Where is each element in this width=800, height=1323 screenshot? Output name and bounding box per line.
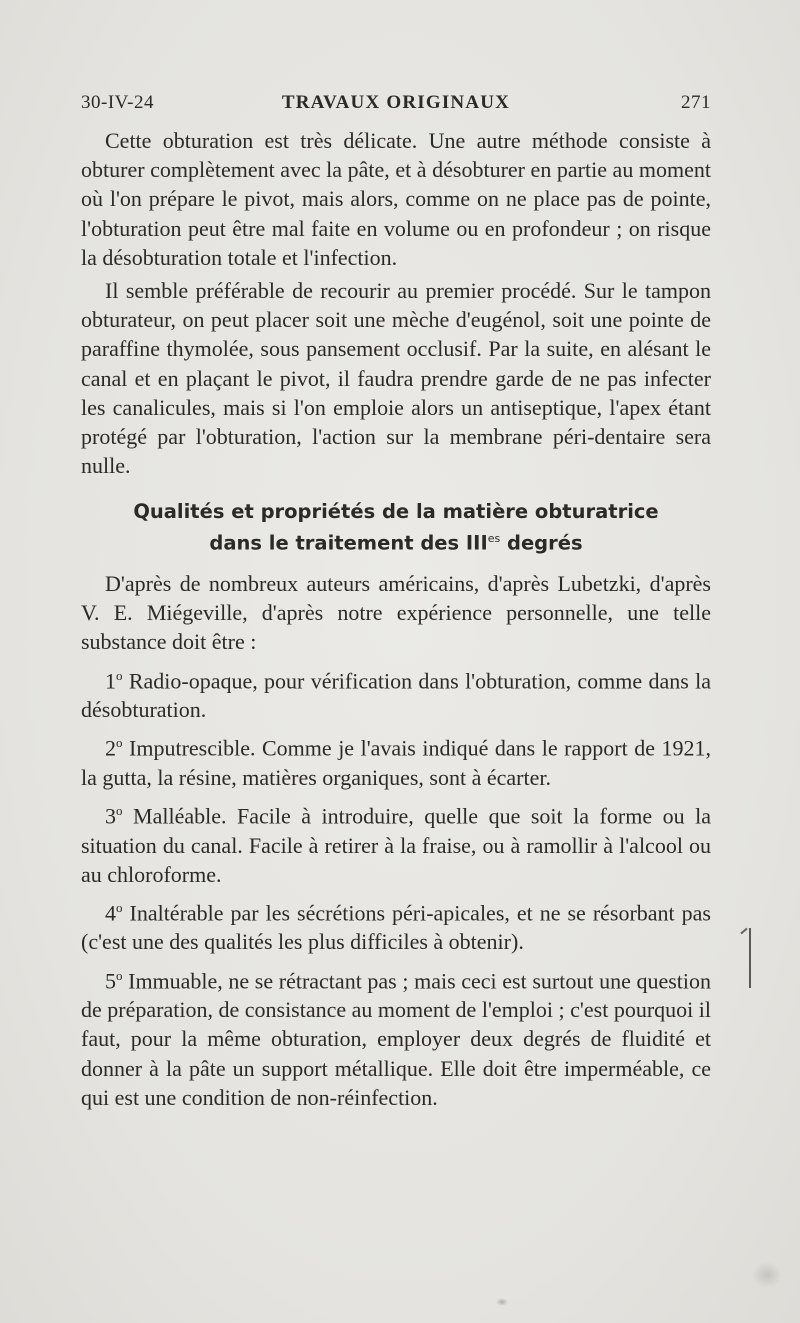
page-number: 271	[681, 92, 711, 113]
item-number: 2	[105, 735, 116, 761]
page-body	[81, 126, 711, 1116]
heading-line-2-suffix: degrés	[500, 531, 583, 555]
item-text: Radio-opaque, pour vérification dans l'obturation, comme dans la désobturation.	[81, 667, 711, 723]
paper-smudge	[752, 1262, 782, 1288]
paragraph-obturation: Cette obturation est très délicate. Une autre méthode consiste à obturer complètement avec la pâte, et à désobturer en partie au moment où l'on prépare le pivot, mais alors, comme on ne place pas de pointe, l'obturation peut être mal faite en volume ou en profondeur ; on risque la désobturation totale et l'infection.	[81, 128, 711, 270]
margin-pencil-line	[749, 928, 751, 988]
heading-superscript: es	[487, 532, 501, 546]
heading-line-1: Qualités et propriétés de la matière obturatrice	[133, 500, 659, 524]
item-number: 4	[105, 900, 116, 926]
header-title: TRAVAUX ORIGINAUX	[281, 92, 511, 113]
item-ordinal: o	[116, 899, 123, 915]
heading-line-2-text: dans le traitement des III	[209, 531, 488, 555]
item-ordinal: o	[116, 803, 123, 819]
list-item	[81, 796, 711, 889]
paragraph-procedure: Il semble préférable de recourir au premier procédé. Sur le tampon obturateur, on peut placer soit une mèche d'eugénol, soit une pointe de paraffine thymolée, sous pansement occlusif. Par la suite, en alésant le canal et en plaçant le pivot, il faudra prendre garde de ne pas infecter les canalicules, mais si l'on emploie alors un antiseptique, l'apex étant protégé par l'obturation, l'action sur la membrane péri-dentaire sera nulle.	[81, 278, 711, 479]
paragraph-intro: D'après de nombreux auteurs américains, d'après Lubetzki, d'après V. E. Miégeville, d'après notre expérience personnelle, une telle substance doit être :	[81, 570, 711, 655]
list-item	[81, 661, 711, 725]
margin-pencil-tick	[740, 928, 747, 935]
item-text: Imputrescible. Comme je l'avais indiqué dans le rapport de 1921, la gutta, la résine, matières organiques, sont à écarter.	[81, 735, 711, 790]
item-text: Malléable. Facile à introduire, quelle que soit la forme ou la situation du canal. Facile à retirer à la fraise, ou à ramollir à l'alcool ou au chloroforme.	[81, 803, 711, 887]
list-item	[81, 961, 711, 1112]
item-text: Immuable, ne se rétractant pas ; mais ceci est surtout une question de préparation, de consistance au moment de l'emploi ; c'est pourquoi il faut, pour la même obturation, employer deux degrés de fluidité et donner à la pâte un support métallique. Elle doit être imperméable, ce qui est une condition de non-réinfection.	[81, 968, 711, 1110]
item-number: 1	[105, 667, 116, 693]
ink-spot	[496, 1298, 508, 1306]
item-text: Inaltérable par les sécrétions péri-apicales, et ne se résorbant pas (c'est une des qualités les plus difficiles à obtenir).	[81, 900, 711, 955]
list-item	[81, 728, 711, 792]
heading-line-2	[81, 525, 711, 557]
item-ordinal: o	[116, 967, 123, 983]
item-number: 5	[105, 968, 116, 994]
item-ordinal: o	[116, 667, 123, 683]
section-heading	[81, 498, 711, 557]
list-item	[81, 893, 711, 957]
running-head	[81, 92, 711, 120]
item-ordinal: o	[116, 735, 123, 751]
header-date: 30-IV-24	[81, 92, 154, 113]
item-number: 3	[105, 803, 116, 829]
